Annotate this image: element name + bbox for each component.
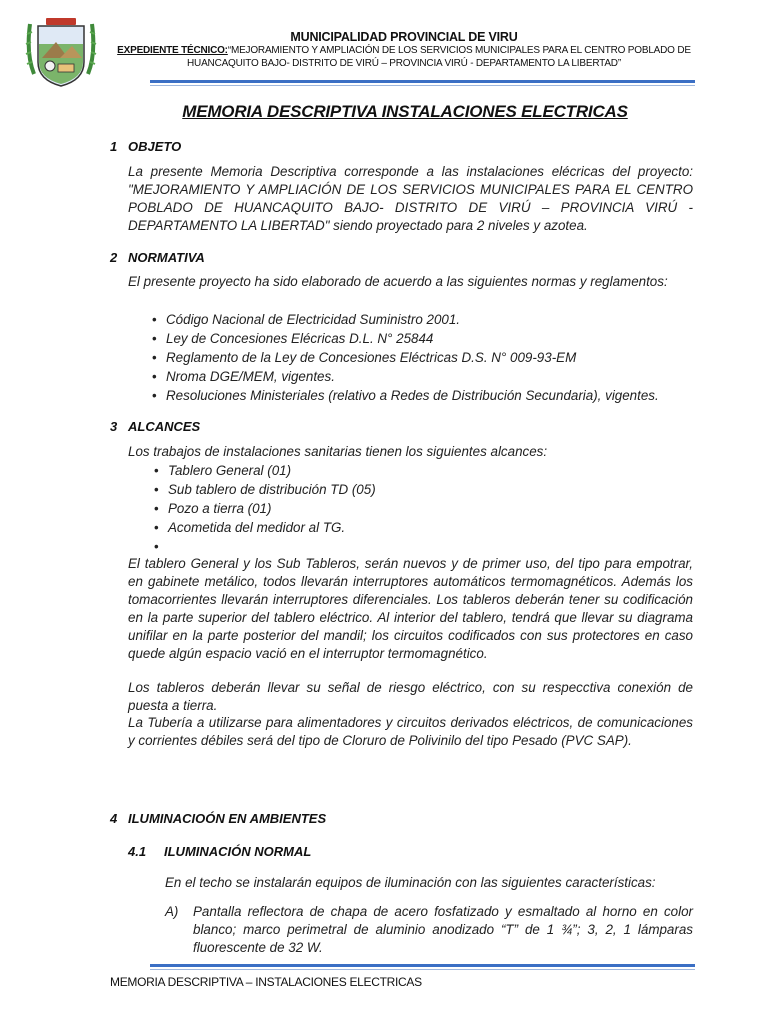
- list-item: • Acometida del medidor al TG.: [154, 518, 376, 537]
- subsection-number: 4.1: [128, 844, 147, 859]
- subsection-label: ILUMINACIÓN NORMAL: [164, 844, 312, 859]
- section-3-paragraph-3: La Tubería a utilizarse para alimentadores y circuitos derivados eléctricos, de comunicaciones y corrientes débiles será del tipo de Cloruro de Polivinilo del tipo Pesado (PVC SAP).: [128, 715, 693, 748]
- section-label: OBJETO: [128, 139, 182, 154]
- section-2-text: El presente proyecto ha sido elaborado de acuerdo a las siguientes normas y reglamentos:: [128, 274, 668, 289]
- header-rule: [150, 80, 695, 86]
- list-item: • Ley de Concesiones Elécricas D.L. N° 25844: [152, 329, 659, 348]
- list-item: • Nroma DGE/MEM, vigentes.: [152, 367, 659, 386]
- header-org: MUNICIPALIDAD PROVINCIAL DE VIRU: [290, 30, 518, 44]
- section-3-intro: Los trabajos de instalaciones sanitarias tienen los siguientes alcances:: [128, 444, 548, 459]
- list-item: • Tablero General (01): [154, 461, 376, 480]
- list-item: • Reglamento de la Ley de Concesiones Eléctricas D.S. N° 009-93-EM: [152, 348, 659, 367]
- list-item: • Resoluciones Ministeriales (relativo a Redes de Distribución Secundaria), vigentes.: [152, 386, 659, 405]
- section-label: ILUMINACIOÓN EN AMBIENTES: [128, 811, 327, 826]
- municipality-logo: [24, 14, 98, 90]
- header-project-line-1: “MEJORAMIENTO Y AMPLIACIÓN DE LOS SERVICIOS MUNICIPALES PARA EL CENTRO POBLADO DE: [227, 45, 691, 56]
- section-number: 1: [110, 139, 118, 154]
- item-a: [165, 903, 693, 957]
- section-3-paragraph-1: El tablero General y los Sub Tableros, serán nuevos y de primer uso, del tipo para empotrar, en gabinete metálico, todos llevarán interruptores automáticos termomagnéticos. Además los tomacorrientes llevarán interruptores diferenciales. Los tableros deberán tener su codificación en la parte superior del tablero eléctrico. Al interior del tablero, tendrá que llevar su diagrama unifilar en la parte posterior del mandil; los circuitos codificados con sus protectores en caso quede algún espacio vació en el interruptor termomagnético.: [128, 556, 693, 661]
- item-marker: A): [165, 904, 179, 919]
- list-item: • Sub tablero de distribución TD (05): [154, 480, 376, 499]
- section-label: ALCANCES: [128, 419, 201, 434]
- item-text: Pantalla reflectora de chapa de acero fosfatizado y esmaltado al horno en color blanco; marco perimetral de aluminio anodizado “T” de 1 ¾”; 3, 2, 1 lámparas fluorescente de 32 W.: [193, 904, 693, 955]
- footer-rule: [150, 964, 695, 970]
- normativa-list: [152, 310, 659, 405]
- header-line-1: [104, 45, 704, 56]
- section-1-text: La presente Memoria Descriptiva corresponde a las instalaciones elécricas del proyecto: "MEJORAMIENTO Y AMPLIACIÓN DE LOS SERVICIOS MUNICIPALES PARA EL CENTRO POBLADO DE HUANCAQUITO BAJO- DISTRITO DE VIRÚ – PROVINCIA VIRÚ - DEPARTAMENTO LA LIBERTAD" siendo proyectado para 2 niveles y azotea.: [128, 164, 693, 233]
- document-title: MEMORIA DESCRIPTIVA INSTALACIONES ELECTRICAS: [182, 102, 628, 121]
- subsection-4-1-text: En el techo se instalarán equipos de iluminación con las siguientes características:: [165, 875, 656, 890]
- section-label: NORMATIVA: [128, 250, 205, 265]
- alcances-list: [154, 461, 376, 537]
- header-project-line-2: HUANCAQUITO BAJO- DISTRITO DE VIRÚ – PROVINCIA VIRÚ - DEPARTAMENTO LA LIBERTAD”: [187, 58, 621, 69]
- list-item: • Pozo a tierra (01): [154, 499, 376, 518]
- section-3-paragraph-2: Los tableros deberán llevar su señal de riesgo eléctrico, con su respecctiva conexión de puesta a tierra.: [128, 680, 693, 713]
- section-number: 4: [110, 811, 118, 826]
- header-label: EXPEDIENTE TÉCNICO:: [117, 45, 228, 56]
- section-number: 3: [110, 419, 118, 434]
- list-item: • Código Nacional de Electricidad Suministro 2001.: [152, 310, 659, 329]
- footer-text: MEMORIA DESCRIPTIVA – INSTALACIONES ELECTRICAS: [110, 975, 422, 989]
- section-number: 2: [110, 250, 118, 265]
